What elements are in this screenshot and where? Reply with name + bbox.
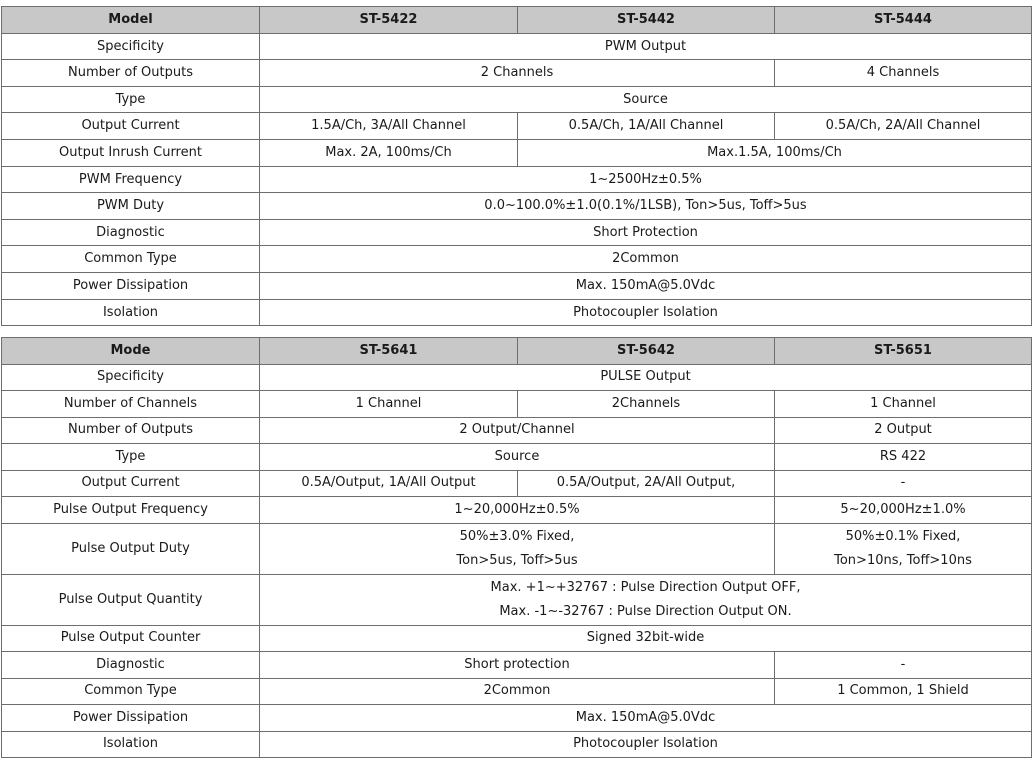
- cell-value: Short Protection: [260, 219, 1032, 246]
- cell-value: 2Common: [260, 678, 775, 705]
- row-label: Number of Channels: [2, 391, 260, 418]
- cell-value: Max. 2A, 100ms/Ch: [260, 139, 518, 166]
- table-header-row: [2, 338, 1032, 365]
- cell-value: 0.5A/Output, 2A/All Output,: [518, 470, 775, 497]
- row-label: Output Current: [2, 470, 260, 497]
- cell-value: 2Common: [260, 246, 1032, 273]
- row-label: Power Dissipation: [2, 705, 260, 732]
- cell-value: 0.5A/Ch, 1A/All Channel: [518, 113, 775, 140]
- cell-value: 1~20,000Hz±0.5%: [260, 497, 775, 524]
- table-row: [2, 166, 1032, 193]
- pwm-output-spec-table: [1, 6, 1032, 326]
- cell-value: 1~2500Hz±0.5%: [260, 166, 1032, 193]
- table-row: [2, 705, 1032, 732]
- cell-line: Max. -1~-32767 : Pulse Direction Output ON.: [499, 603, 792, 619]
- cell-line: 50%±3.0% Fixed,: [459, 528, 575, 544]
- row-label: Type: [2, 444, 260, 471]
- row-label: Pulse Output Frequency: [2, 497, 260, 524]
- cell-value: 2 Channels: [260, 60, 775, 87]
- row-label: Specificity: [2, 33, 260, 60]
- cell-value: Max.1.5A, 100ms/Ch: [518, 139, 1032, 166]
- table-row: [2, 272, 1032, 299]
- cell-value: Signed 32bit-wide: [260, 625, 1032, 652]
- table-row: [2, 60, 1032, 87]
- table-row: [2, 86, 1032, 113]
- row-label: PWM Duty: [2, 193, 260, 220]
- cell-value: 2Channels: [518, 391, 775, 418]
- cell-value: Photocoupler Isolation: [260, 299, 1032, 326]
- table-row: [2, 193, 1032, 220]
- cell-line: Max. +1~+32767 : Pulse Direction Output OFF,: [490, 579, 801, 595]
- row-label: Diagnostic: [2, 652, 260, 679]
- table-row: [2, 364, 1032, 391]
- table-row: [2, 625, 1032, 652]
- pulse-output-spec-table: [1, 337, 1032, 758]
- row-label: Output Current: [2, 113, 260, 140]
- cell-value: 4 Channels: [775, 60, 1032, 87]
- table-row: [2, 574, 1032, 625]
- row-label: Number of Outputs: [2, 417, 260, 444]
- table-row: [2, 652, 1032, 679]
- row-label: Power Dissipation: [2, 272, 260, 299]
- cell-value: RS 422: [775, 444, 1032, 471]
- table-row: [2, 417, 1032, 444]
- cell-value: [260, 574, 1032, 625]
- row-label: PWM Frequency: [2, 166, 260, 193]
- header-st-5641: ST-5641: [260, 338, 518, 365]
- table-row: [2, 246, 1032, 273]
- table-row: [2, 731, 1032, 758]
- row-label: Common Type: [2, 246, 260, 273]
- row-label: Type: [2, 86, 260, 113]
- cell-value: Max. 150mA@5.0Vdc: [260, 705, 1032, 732]
- row-label: Pulse Output Counter: [2, 625, 260, 652]
- cell-value: Photocoupler Isolation: [260, 731, 1032, 758]
- cell-value: 0.5A/Ch, 2A/All Channel: [775, 113, 1032, 140]
- cell-value: [260, 523, 775, 574]
- row-label: Diagnostic: [2, 219, 260, 246]
- row-label: Pulse Output Duty: [2, 523, 260, 574]
- cell-value: -: [775, 470, 1032, 497]
- row-label: Isolation: [2, 299, 260, 326]
- cell-value: PWM Output: [260, 33, 1032, 60]
- header-st-5442: ST-5442: [518, 7, 775, 34]
- header-st-5444: ST-5444: [775, 7, 1032, 34]
- cell-value: 0.5A/Output, 1A/All Output: [260, 470, 518, 497]
- table-row: [2, 678, 1032, 705]
- row-label: Isolation: [2, 731, 260, 758]
- row-label: Pulse Output Quantity: [2, 574, 260, 625]
- cell-value: -: [775, 652, 1032, 679]
- header-st-5651: ST-5651: [775, 338, 1032, 365]
- table-header-row: [2, 7, 1032, 34]
- cell-value: 1 Common, 1 Shield: [775, 678, 1032, 705]
- table-row: [2, 33, 1032, 60]
- cell-value: 2 Output/Channel: [260, 417, 775, 444]
- header-st-5422: ST-5422: [260, 7, 518, 34]
- cell-value: Source: [260, 444, 775, 471]
- cell-value: PULSE Output: [260, 364, 1032, 391]
- row-label: Common Type: [2, 678, 260, 705]
- table-row: [2, 523, 1032, 574]
- table-row: [2, 470, 1032, 497]
- cell-line: Ton>10ns, Toff>10ns: [834, 552, 972, 568]
- cell-value: 1 Channel: [775, 391, 1032, 418]
- cell-line: 50%±0.1% Fixed,: [845, 528, 961, 544]
- table-row: [2, 139, 1032, 166]
- header-st-5642: ST-5642: [518, 338, 775, 365]
- cell-value: Source: [260, 86, 1032, 113]
- row-label: Number of Outputs: [2, 60, 260, 87]
- header-model: Model: [2, 7, 260, 34]
- header-mode: Mode: [2, 338, 260, 365]
- table-row: [2, 444, 1032, 471]
- cell-value: 5~20,000Hz±1.0%: [775, 497, 1032, 524]
- cell-value: Short protection: [260, 652, 775, 679]
- table-row: [2, 391, 1032, 418]
- row-label: Specificity: [2, 364, 260, 391]
- cell-value: 2 Output: [775, 417, 1032, 444]
- table-row: [2, 113, 1032, 140]
- cell-value: Max. 150mA@5.0Vdc: [260, 272, 1032, 299]
- cell-line: Ton>5us, Toff>5us: [456, 552, 578, 568]
- table-row: [2, 219, 1032, 246]
- table-row: [2, 497, 1032, 524]
- cell-value: [775, 523, 1032, 574]
- cell-value: 1.5A/Ch, 3A/All Channel: [260, 113, 518, 140]
- row-label: Output Inrush Current: [2, 139, 260, 166]
- table-row: [2, 299, 1032, 326]
- cell-value: 0.0~100.0%±1.0(0.1%/1LSB), Ton>5us, Toff>5us: [260, 193, 1032, 220]
- cell-value: 1 Channel: [260, 391, 518, 418]
